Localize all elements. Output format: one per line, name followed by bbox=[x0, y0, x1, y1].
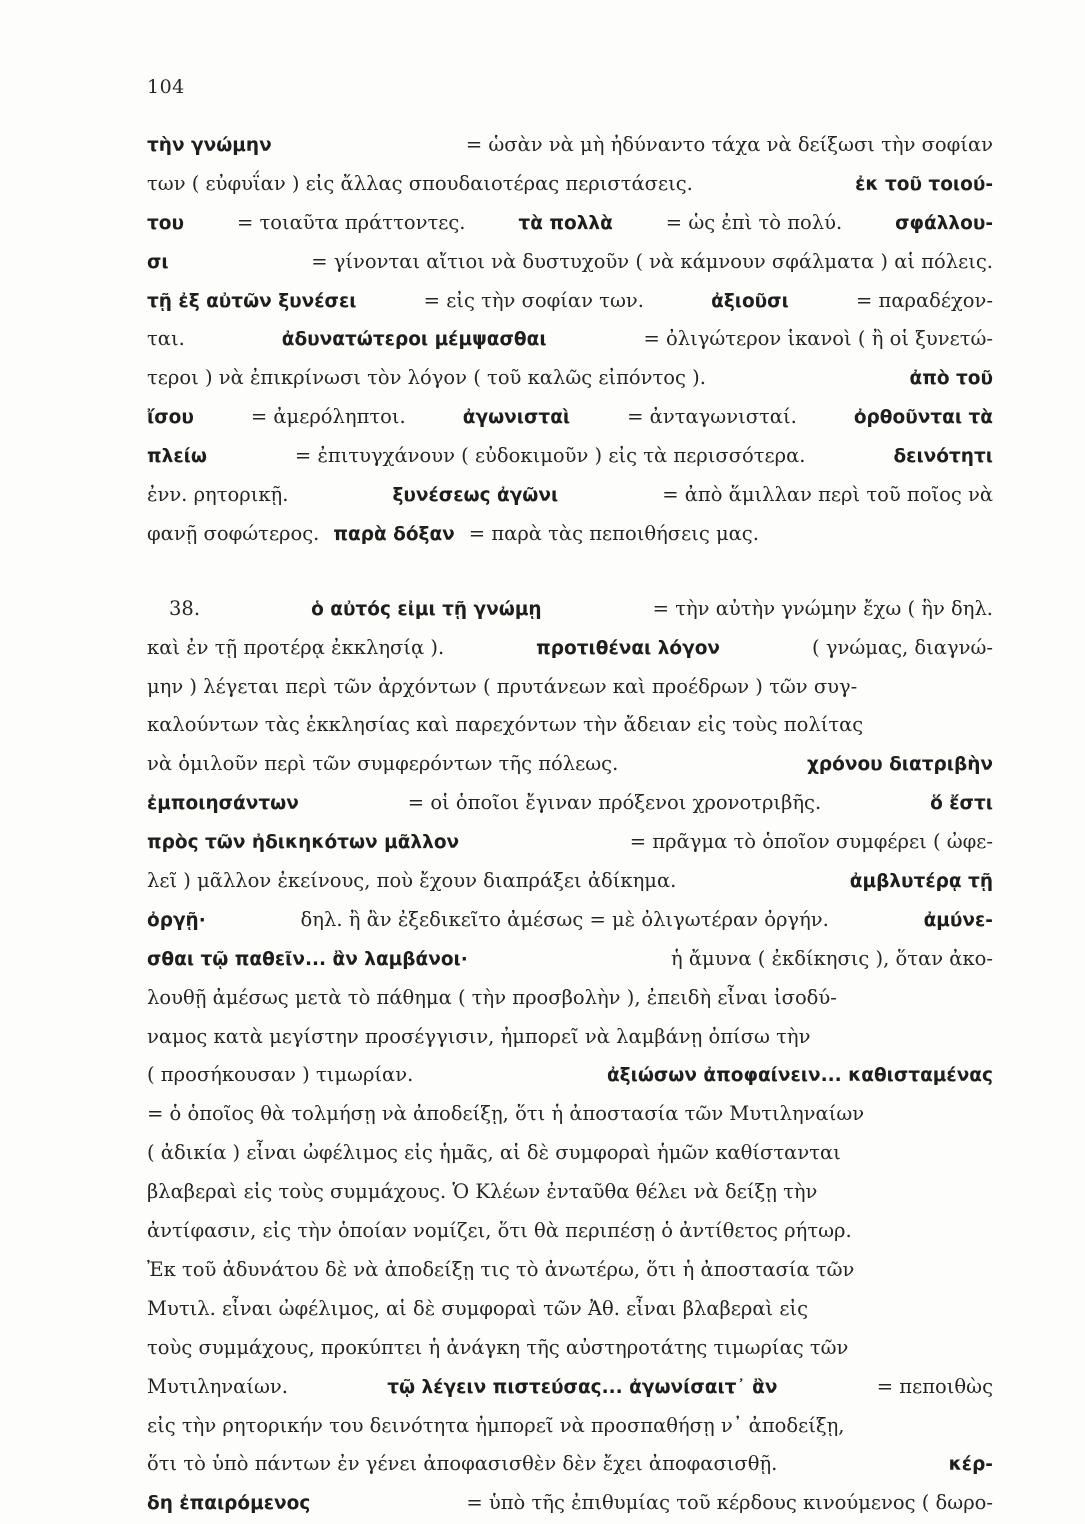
lemma-term: ἀδυνατώτεροι μέμψασθαι bbox=[281, 329, 547, 351]
text-line bbox=[147, 940, 993, 979]
gloss-text: ( προσήκουσαν ) τιμωρίαν. bbox=[147, 1063, 414, 1087]
gloss-text: φανῇ σοφώτερος. bbox=[147, 521, 320, 545]
gloss-text: = πεποιθὼς bbox=[876, 1374, 993, 1398]
gloss-text: = ὑπὸ τῆς ἐπιθυμίας τοῦ κέρδους κινούμενος ( δωρο- bbox=[466, 1491, 993, 1515]
text-line bbox=[147, 204, 993, 243]
gloss-text: = παραδέχον- bbox=[855, 288, 993, 312]
lemma-term: τὰ πολλὰ bbox=[518, 212, 613, 234]
text-line bbox=[147, 398, 993, 437]
gloss-text: Μυτιλ. εἶναι ὠφέλιμος, αἱ δὲ συμφοραὶ τῶν Ἀθ. εἶναι βλαβεραὶ εἰς bbox=[147, 1296, 809, 1320]
lemma-term: ἐμποιησάντων bbox=[147, 793, 299, 815]
lemma-term: ἴσου bbox=[147, 407, 194, 429]
lemma-term: ἀξιώσων ἀποφαίνειν... καθισταμένας bbox=[606, 1065, 993, 1087]
text-line bbox=[147, 979, 993, 1018]
text-line bbox=[147, 437, 993, 476]
lemma-term: ἀπὸ τοῦ bbox=[909, 368, 993, 390]
lemma-term: χρόνου διατριβὴν bbox=[806, 754, 993, 776]
gloss-text: = εἰς τὴν σοφίαν των. bbox=[423, 288, 644, 312]
gloss-text: καλούντων τὰς ἐκκλησίας καὶ παρεχόντων τὴν ἄδειαν εἰς τοὺς πολίτας bbox=[147, 713, 864, 737]
gloss-text: βλαβεραὶ εἰς τοὺς συμμάχους. Ὁ Κλέων ἐνταῦθα θέλει νὰ δείξῃ τὴν bbox=[147, 1180, 818, 1204]
gloss-text: εἰς τὴν ρητορικήν του δεινότητα ἠμπορεῖ νὰ προσπαθήσῃ ν᾽ ἀποδείξῃ, bbox=[147, 1413, 845, 1437]
gloss-text: ναμος κατὰ μεγίστην προσέγγισιν, ἠμπορεῖ νὰ λαμβάνῃ ὀπίσω τὴν bbox=[147, 1024, 811, 1048]
text-line bbox=[147, 476, 993, 515]
gloss-text: = ἀπὸ ἅμιλλαν περὶ τοῦ ποῖος νὰ bbox=[662, 483, 993, 507]
lemma-term: ξυνέσεως ἀγῶνι bbox=[392, 485, 559, 507]
lemma-term: σθαι τῷ παθεῖν... ἂν λαμβάνοι· bbox=[147, 948, 468, 970]
text-line bbox=[147, 1368, 993, 1407]
text-line bbox=[147, 1445, 993, 1484]
text-line bbox=[147, 1095, 993, 1134]
text-line bbox=[147, 668, 993, 707]
gloss-text: = ἐπιτυγχάνουν ( εὐδοκιμοῦν ) εἰς τὰ περισσότερα. bbox=[294, 444, 806, 468]
text-line bbox=[147, 1290, 993, 1329]
gloss-text: νὰ ὁμιλοῦν περὶ τῶν συμφερόντων τῆς πόλεως. bbox=[147, 752, 619, 776]
gloss-text: ἀντίφασιν, εἰς τὴν ὁποίαν νομίζει, ὅτι θὰ περιπέσῃ ὁ ἀντίθετος ρήτωρ. bbox=[147, 1219, 852, 1243]
lemma-term: ὀρθοῦνται τὰ bbox=[853, 407, 993, 429]
lemma-term: δεινότητι bbox=[893, 446, 993, 468]
text-line bbox=[147, 706, 993, 745]
lemma-term: ὀργῇ· bbox=[147, 909, 206, 931]
text-line bbox=[147, 1212, 993, 1251]
gloss-text: ται. bbox=[147, 327, 185, 351]
gloss-text: Ἐκ τοῦ ἀδυνάτου δὲ νὰ ἀποδείξῃ τις τὸ ἀνωτέρω, ὅτι ἡ ἀποστασία τῶν bbox=[147, 1257, 855, 1281]
gloss-text: = οἱ ὁποῖοι ἔγιναν πρόξενοι χρονοτριβῆς. bbox=[407, 791, 822, 815]
text-line bbox=[147, 823, 993, 862]
text-line bbox=[147, 1173, 993, 1212]
lemma-term: ἀγωνισταὶ bbox=[462, 407, 571, 429]
gloss-text: = πρᾶγμα τὸ ὁποῖον συμφέρει ( ὠφε- bbox=[629, 830, 993, 854]
lemma-term: ἀμύνε- bbox=[923, 909, 993, 931]
lemma-term: πρὸς τῶν ἠδικηκότων μᾶλλον bbox=[147, 832, 460, 854]
text-line bbox=[147, 126, 993, 165]
lemma-term: σφάλλου- bbox=[895, 212, 993, 234]
text-line bbox=[147, 1329, 993, 1368]
text-line bbox=[147, 901, 993, 940]
gloss-text: δηλ. ἢ ἂν ἐξεδικεῖτο ἀμέσως = μὲ ὀλιγωτέραν ὀργήν. bbox=[300, 907, 829, 931]
text-line bbox=[147, 862, 993, 901]
text-line bbox=[147, 1134, 993, 1173]
gloss-text: = γίνονται αἴτιοι νὰ δυστυχοῦν ( νὰ κάμνουν σφάλματα ) αἱ πόλεις. bbox=[311, 249, 993, 273]
text-line bbox=[147, 629, 993, 668]
gloss-text: ( ἀδικία ) εἶναι ὠφέλιμος εἰς ἡμᾶς, αἱ δὲ συμφοραὶ ἡμῶν καθίστανται bbox=[147, 1141, 841, 1165]
gloss-text: = ὡσὰν νὰ μὴ ἠδύναντο τάχα νὰ δείξωσι τὴν σοφίαν bbox=[465, 133, 993, 156]
text-line bbox=[147, 1056, 993, 1095]
lemma-term: ὁ αὐτός εἰμι τῇ γνώμῃ bbox=[311, 598, 542, 620]
gloss-text: ( γνώμας, διαγνώ- bbox=[812, 635, 993, 659]
page-number: 104 bbox=[147, 76, 185, 98]
lemma-term: προτιθέναι λόγον bbox=[536, 637, 721, 659]
text-line bbox=[147, 590, 993, 629]
gloss-text: = ὁ ὁποῖος θὰ τολμήσῃ νὰ ἀποδείξῃ, ὅτι ἡ ἀποστασία τῶν Μυτιληναίων bbox=[147, 1102, 865, 1126]
text-line bbox=[147, 1018, 993, 1057]
gloss-text: ἡ ἄμυνα ( ἐκδίκησις ), ὅταν ἀκο- bbox=[670, 946, 993, 970]
gloss-text: τοὺς συμμάχους, προκύπτει ἡ ἀνάγκη τῆς αὐστηροτάτης τιμωρίας τῶν bbox=[147, 1335, 849, 1359]
lemma-term: τῷ λέγειν πιστεύσας... ἀγωνίσαιτ᾽ ἂν bbox=[387, 1376, 778, 1398]
lemma-term: τῇ ἐξ αὐτῶν ξυνέσει bbox=[147, 290, 357, 312]
commentary-text bbox=[147, 126, 993, 1523]
gloss-text: = ἀνταγωνισταί. bbox=[627, 405, 797, 429]
text-line bbox=[147, 320, 993, 359]
gloss-text: = ὡς ἐπὶ τὸ πολύ. bbox=[665, 210, 843, 234]
gloss-text: = ἀμερόληπτοι. bbox=[250, 405, 406, 429]
text-line bbox=[147, 1484, 993, 1523]
gloss-text: καὶ ἐν τῇ προτέρᾳ ἐκκλησίᾳ ). bbox=[147, 635, 445, 659]
gloss-text: ἐνν. ρητορικῇ. bbox=[147, 483, 289, 507]
lemma-term: του bbox=[147, 212, 185, 234]
gloss-text: λουθῇ ἀμέσως μετὰ τὸ πάθημα ( τὴν προσβολὴν ), ἐπειδὴ εἶναι ἰσοδύ- bbox=[147, 985, 837, 1009]
gloss-text: ὅτι τὸ ὑπὸ πάντων ἐν γένει ἀποφασισθὲν δὲν ἔχει ἀποφασισθῇ. bbox=[147, 1452, 778, 1476]
text-line bbox=[147, 515, 993, 554]
lemma-term: ἀμβλυτέρᾳ τῇ bbox=[849, 871, 993, 893]
gloss-text: = τὴν αὐτὴν γνώμην ἔχω ( ἣν δηλ. bbox=[652, 596, 993, 620]
gloss-text: = τοιαῦτα πράττοντες. bbox=[236, 210, 466, 234]
lemma-term: κέρ- bbox=[948, 1454, 993, 1476]
gloss-text: 38. bbox=[169, 596, 201, 620]
text-line bbox=[147, 165, 993, 204]
gloss-text: Μυτιληναίων. bbox=[147, 1374, 288, 1398]
lemma-term: δη ἐπαιρόμενος bbox=[147, 1493, 311, 1515]
gloss-text: των ( εὐφυΐαν ) εἰς ἄλλας σπουδαιοτέρας περιστάσεις. bbox=[147, 171, 693, 195]
text-line bbox=[147, 359, 993, 398]
lemma-term: τὴν γνώμην bbox=[147, 135, 272, 156]
gloss-text: μην ) λέγεται περὶ τῶν ἀρχόντων ( πρυτάνεων καὶ προέδρων ) τῶν συγ- bbox=[147, 674, 858, 698]
text-line bbox=[147, 243, 993, 282]
gloss-text: λεῖ ) μᾶλλον ἐκείνους, ποὺ ἔχουν διαπράξει ἀδίκημα. bbox=[147, 869, 677, 893]
lemma-term: σι bbox=[147, 251, 169, 273]
text-line bbox=[147, 1251, 993, 1290]
text-line bbox=[147, 745, 993, 784]
gloss-text: = παρὰ τὰς πεποιθήσεις μας. bbox=[468, 521, 759, 545]
gloss-text: τεροι ) νὰ ἐπικρίνωσι τὸν λόγον ( τοῦ καλῶς εἰπόντος ). bbox=[147, 366, 706, 390]
lemma-term: ὅ ἔστι bbox=[930, 793, 993, 815]
gloss-text: = ὀλιγώτερον ἱκανοὶ ( ἢ οἱ ξυνετώ- bbox=[643, 327, 993, 351]
lemma-term: παρὰ δόξαν bbox=[333, 523, 455, 545]
text-line bbox=[147, 1407, 993, 1446]
text-line bbox=[147, 784, 993, 823]
lemma-term: πλείω bbox=[147, 446, 207, 468]
lemma-term: ἀξιοῦσι bbox=[711, 290, 789, 312]
lemma-term: ἐκ τοῦ τοιού- bbox=[855, 173, 993, 195]
text-line bbox=[147, 282, 993, 321]
